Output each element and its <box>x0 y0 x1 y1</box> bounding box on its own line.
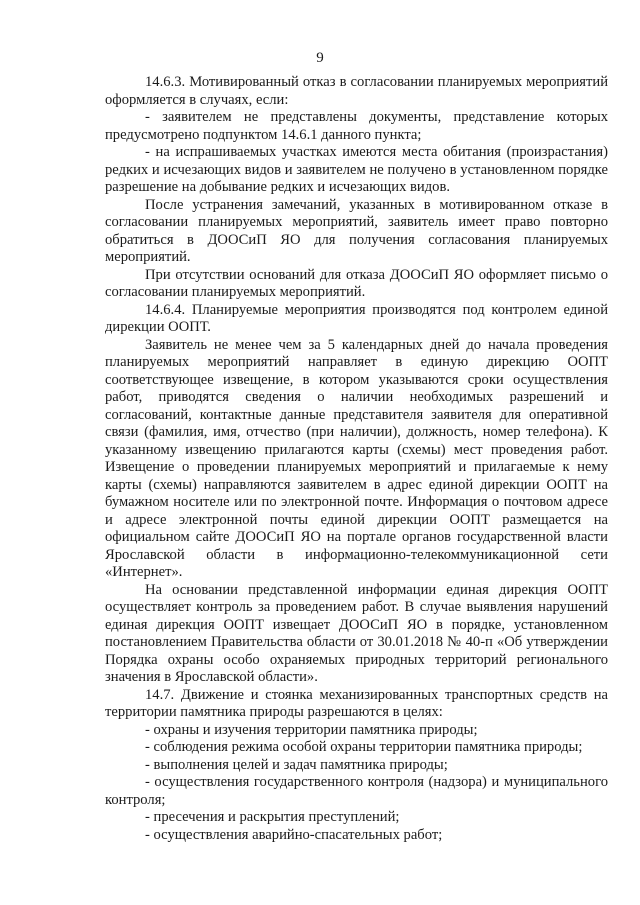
paragraph: После устранения замечаний, указанных в мотивированном отказе в согласовании планируемых мероприятий, заявитель имеет право повторно обратиться в ДООСиП ЯО для получения согласования планируемых мероприятий. <box>105 196 608 265</box>
paragraph: Заявитель не менее чем за 5 календарных дней до начала проведения планируемых мероприятий направляет в единую дирекцию ООПТ соответствующее извещение, в котором указываются сроки осуществления работ, приводятся сведения о наличии необходимых разрешений и согласований, контактные данные представителя заявителя для оперативной связи (фамилия, имя, отчество (при наличии), должность, номер телефона). К указанному извещению прилагаются карты (схемы) мест проведения работ. Извещение о проведении планируемых мероприятий и прилагаемые к нему карты (схемы) направляются заявителем в адрес единой дирекции ООПТ на бумажном носителе или по электронной почте. Информация о почтовом адресе и адресе электронной почты единой дирекции ООПТ размещается на официальном сайте ДООСиП ЯО на портале органов государственной власти Ярославской области в информационно-телекоммуникационной сети «Интернет». <box>105 336 608 580</box>
list-item: - осуществления государственного контроля (надзора) и муниципального контроля; <box>105 774 608 808</box>
paragraph: На основании представленной информации единая дирекция ООПТ осуществляет контроль за проведением работ. В случае выявления нарушений единая дирекция ООПТ извещает ДООСиП ЯО в порядке, установленном постановлением Правительства области от 30.01.2018 № 40-п «Об утверждении Порядка охраны особо охраняемых природных территорий регионального значения в Ярославской области». <box>105 581 608 685</box>
page-number: 9 <box>316 50 324 66</box>
list-item: - на испрашиваемых участках имеются места обитания (произрастания) редких и исчезающих видов и заявителем не получено в установленном порядке разрешение на добывание редких и исчезающих видов. <box>105 144 608 195</box>
paragraph-14-7: 14.7. Движение и стоянка механизированных транспортных средств на территории памятника природы разрешаются в целях: <box>105 686 608 720</box>
list-item: - соблюдения режима особой охраны территории памятника природы; <box>145 739 583 755</box>
list-item: - заявителем не представлены документы, представление которых предусмотрено подпунктом 14.6.1 данного пункта; <box>105 109 608 143</box>
list-item: - охраны и изучения территории памятника природы; <box>145 721 478 738</box>
list-item: - пресечения и раскрытия преступлений; <box>145 809 400 825</box>
paragraph-14-6-3: 14.6.3. Мотивированный отказ в согласовании планируемых мероприятий оформляется в случаях, если: <box>105 74 608 108</box>
paragraph-14-6-4: 14.6.4. Планируемые мероприятия производятся под контролем единой дирекции ООПТ. <box>105 301 608 335</box>
document-body <box>105 74 608 844</box>
list-item: - выполнения целей и задач памятника природы; <box>145 756 448 773</box>
list-item: - осуществления аварийно-спасательных работ; <box>145 826 443 843</box>
paragraph: При отсутствии оснований для отказа ДООСиП ЯО оформляет письмо о согласовании планируемых мероприятий. <box>105 266 608 300</box>
